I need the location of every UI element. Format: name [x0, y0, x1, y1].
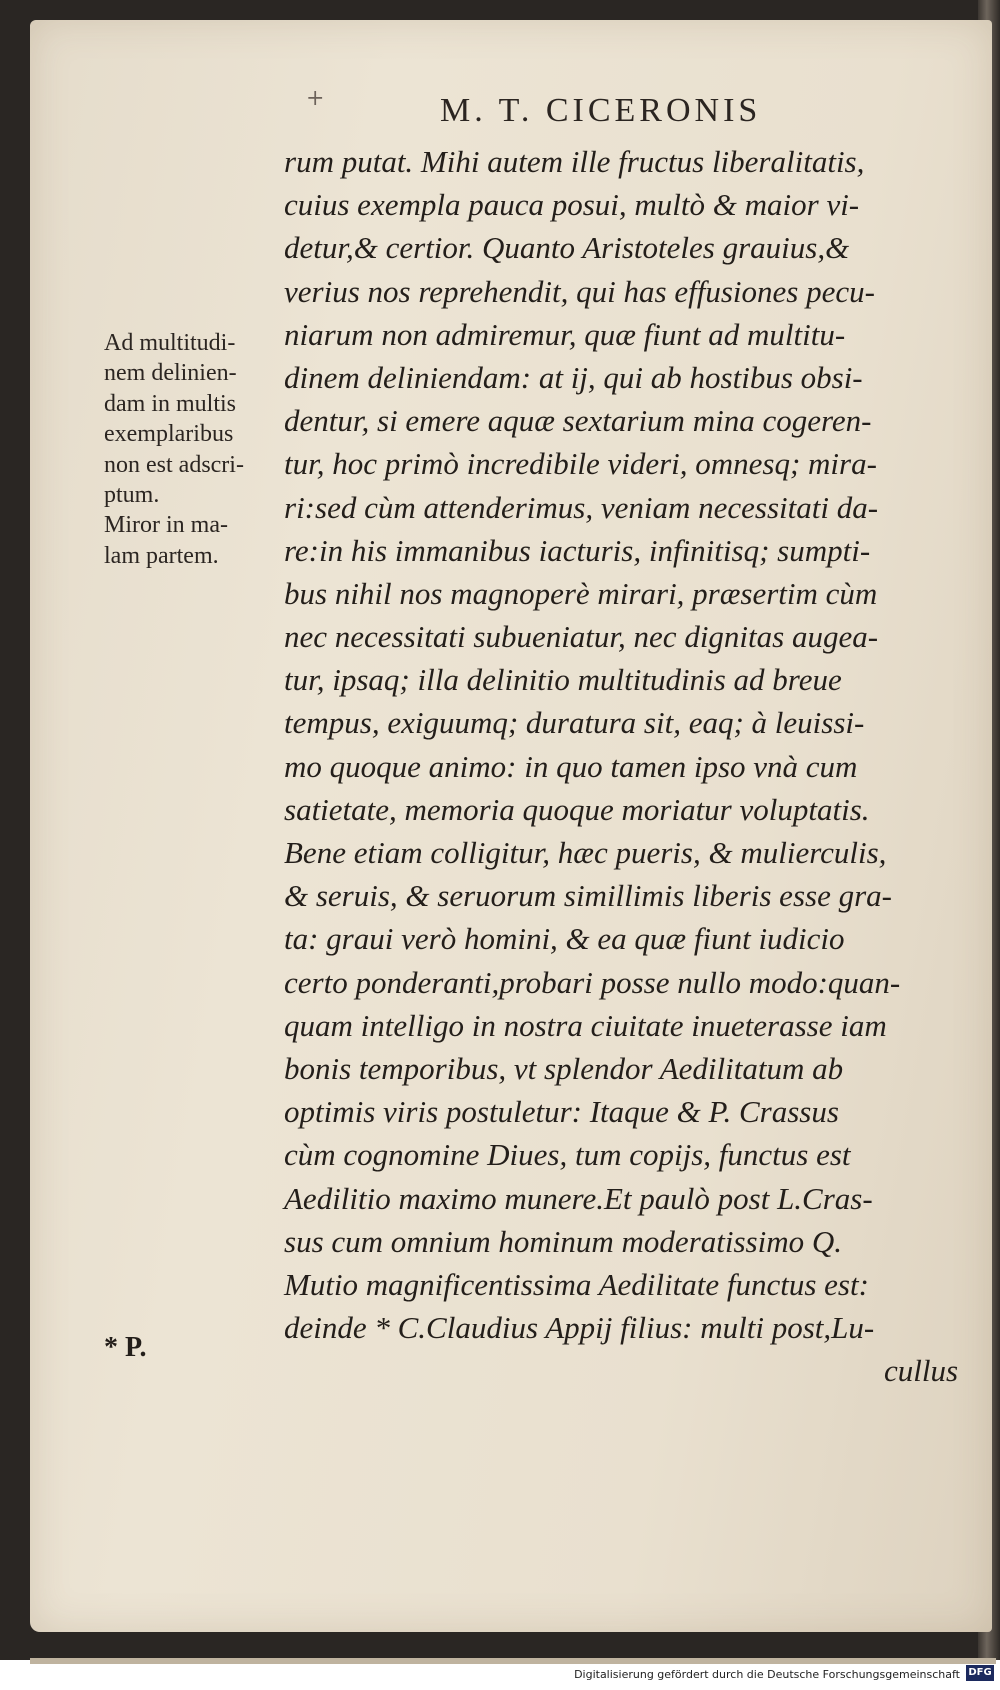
margin-note-line: Miror in ma- — [104, 512, 228, 539]
margin-note-line: lam partem. — [104, 542, 219, 569]
text-line: verius nos reprehendit, qui has effusiones pecu- — [284, 273, 875, 309]
dfg-logo: DFG — [966, 1665, 994, 1681]
margin-note-line: non est adscri- — [104, 451, 244, 478]
text-line: & seruis, & seruorum simillimis liberis esse gra- — [284, 878, 892, 914]
text-line: Mutio magnificentissima Aedilitate functus est: — [284, 1266, 869, 1302]
folio-mark: + — [306, 86, 325, 111]
margin-note-line: dam in multis — [104, 390, 236, 417]
text-line: certo ponderanti,probari posse nullo modo:quan- — [284, 964, 901, 1000]
text-line: bus nihil nos magnoperè mirari, præsertim cùm — [284, 575, 878, 611]
text-line: satietate, memoria quoque moriatur voluptatis. — [284, 791, 870, 827]
text-line: cuius exempla pauca posui, multò & maior vi- — [284, 187, 860, 223]
margin-note-line: nem delinien- — [104, 360, 237, 387]
margin-note — [104, 328, 284, 571]
margin-asterisk-note: * P. — [104, 1332, 147, 1363]
text-line: nec necessitati subueniatur, nec dignitas augea- — [284, 619, 879, 655]
text-line: niarum non admiremur, quæ fiunt ad multitu- — [284, 316, 846, 352]
text-line: bonis temporibus, vt splendor Aedilitatum ab — [284, 1050, 844, 1086]
running-head: M. T. CICERONIS — [440, 92, 762, 129]
text-line: re:in his immanibus iacturis, infinitisq; sumpti- — [284, 532, 871, 568]
text-line: ta: graui verò homini, & ea quæ fiunt iudicio — [284, 921, 845, 957]
text-line: Aedilitio maximo munere.Et paulò post L.Cras- — [284, 1180, 873, 1216]
margin-note-line: exemplaribus — [104, 421, 234, 448]
main-text-block — [284, 140, 974, 1392]
text-line: sus cum omnium hominum moderatissimo Q. — [284, 1223, 842, 1259]
text-line: ri:sed cùm attenderimus, veniam necessitati da- — [284, 489, 879, 525]
text-line: cùm cognomine Diues, tum copijs, functus est — [284, 1137, 851, 1173]
margin-note-line: ptum. — [104, 481, 160, 508]
text-line: dinem deliniendam: at ij, qui ab hostibus obsi- — [284, 359, 863, 395]
text-line: Bene etiam colligitur, hæc pueris, & mulierculis, — [284, 835, 887, 870]
text-line: rum putat. Mihi autem ille fructus liberalitatis, — [284, 144, 865, 179]
margin-note-line: Ad multitudi- — [104, 330, 236, 356]
text-line: detur,& certior. Quanto Aristoteles grauius,& — [284, 230, 850, 266]
digitization-credit: Digitalisierung gefördert durch die Deutsche Forschungsgemeinschaft — [574, 1668, 960, 1681]
text-line: quam intelligo in nostra ciuitate inueterasse iam — [284, 1007, 887, 1043]
text-line: tur, hoc primò incredibile videri, omnesq; mira- — [284, 446, 877, 482]
text-line: deinde * C.Claudius Appij filius: multi post,Lu- — [284, 1310, 875, 1346]
text-line: dentur, si emere aquæ sextarium mina cogeren- — [284, 403, 872, 439]
text-line: tempus, exiguumq; duratura sit, eaq; à leuissi- — [284, 705, 865, 741]
page-bottom-edge — [30, 1658, 996, 1664]
text-line: tur, ipsaq; illa delinitio multitudinis ad breue — [284, 662, 842, 698]
catchword: cullus — [884, 1353, 959, 1389]
text-line: mo quoque animo: in quo tamen ipso vnà cum — [284, 748, 858, 784]
text-line: optimis viris postuletur: Itaque & P. Crassus — [284, 1094, 839, 1130]
